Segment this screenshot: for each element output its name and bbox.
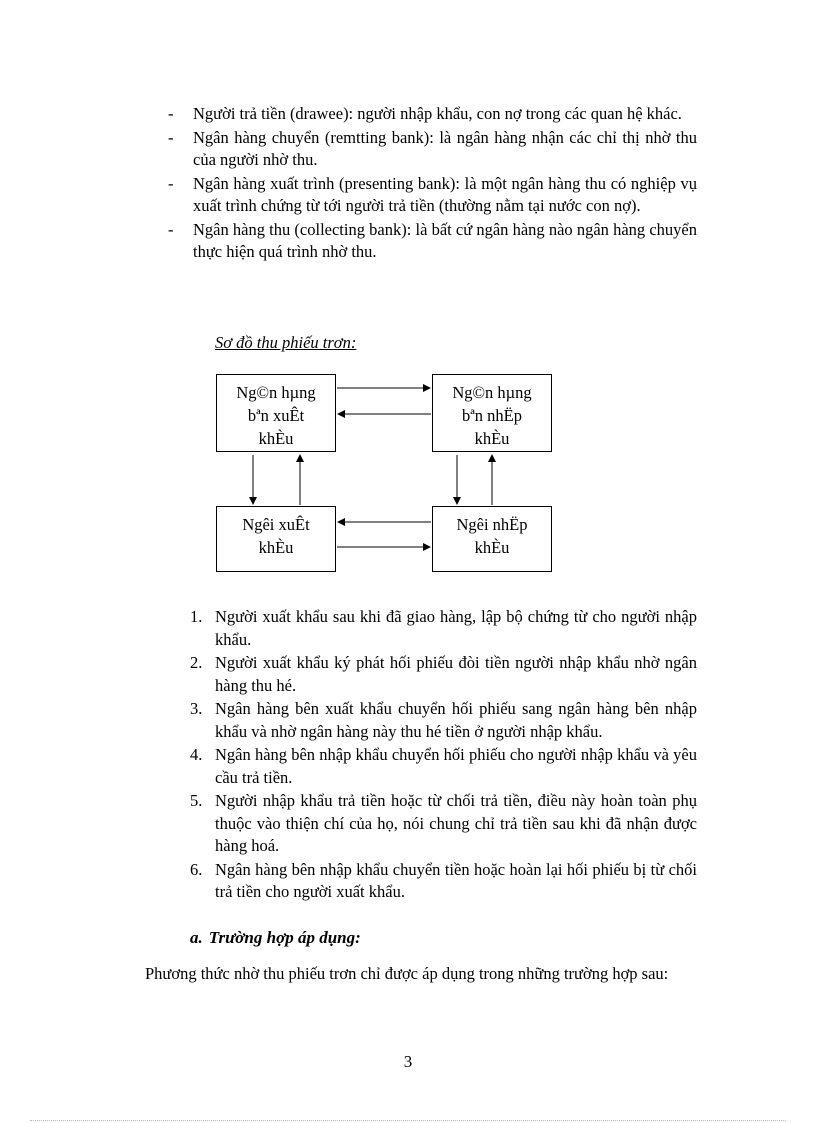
section-heading: [190, 928, 361, 948]
list-item-text: Người xuất khẩu ký phát hối phiếu đòi tiền người nhập khẩu nhờ ngân hàng thu hé.: [215, 653, 697, 695]
list-item-text: Ngân hàng bên nhập khẩu chuyển tiền hoặc hoàn lại hối phiếu bị từ chối trả tiền cho người xuất khẩu.: [215, 859, 697, 901]
list-item-text: Ngân hàng chuyển (remtting bank): là ngân hàng nhận các chỉ thị nhờ thu của người nhờ thu.: [193, 127, 697, 169]
party-definitions-list: [168, 103, 697, 265]
list-item: [190, 744, 697, 789]
exporter-bank-box: [216, 374, 336, 452]
importer-box: [432, 506, 552, 572]
list-item-text: Người xuất khẩu sau khi đã giao hàng, lập bộ chứng từ cho người nhập khẩu.: [215, 607, 697, 649]
box-label-line: Ng©n hµng: [236, 383, 316, 402]
step-number: 1.: [190, 607, 203, 626]
box-label-line: Ngêi nhËp: [456, 515, 528, 534]
step-number: 5.: [190, 791, 203, 810]
list-item-text: Ngân hàng bên xuất khẩu chuyển hối phiếu sang ngân hàng bên nhập khẩu và nhờ ngân hàng này thu hé tiền ở người nhập khẩu.: [215, 699, 697, 741]
list-item-text: Người trả tiền (drawee): người nhập khẩu, con nợ trong các quan hệ khác.: [193, 104, 682, 123]
list-item-text: Ngân hàng xuất trình (presenting bank): là một ngân hàng thu có nghiệp vụ xuất trình chứng từ tới người trả tiền (thường nằm tại nước con nợ).: [193, 173, 697, 215]
step-number: 6.: [190, 859, 203, 879]
diagram-title: Sơ đồ thu phiếu trơn:: [215, 333, 357, 352]
box-label-line: khÈu: [474, 538, 510, 557]
box-label-line: Ngêi xuÊt: [242, 515, 310, 534]
box-label-line: khÈu: [258, 429, 294, 448]
list-item: [190, 698, 697, 743]
section-title: Trường hợp áp dụng:: [208, 928, 361, 947]
bullet-dash: -: [168, 127, 174, 147]
exporter-box: [216, 506, 336, 572]
list-item: [190, 859, 697, 904]
list-item: [168, 103, 697, 126]
bullet-dash: -: [168, 173, 174, 193]
list-item: [168, 127, 697, 172]
box-label-line: Ng©n hµng: [452, 383, 532, 402]
step-number: 3.: [190, 699, 203, 718]
page-number: 3: [403, 1052, 413, 1071]
list-item: [190, 790, 697, 858]
box-label-line: khÈu: [474, 429, 510, 448]
list-item: [168, 219, 697, 264]
process-steps-list: [190, 606, 697, 905]
box-label-line: bªn nhËp: [461, 406, 522, 425]
bullet-dash: -: [168, 219, 174, 239]
bullet-dash: -: [168, 104, 174, 123]
box-label-line: bªn xuÊt: [247, 406, 305, 425]
step-number: 4.: [190, 745, 203, 764]
list-item: [190, 606, 697, 651]
list-item-text: Ngân hàng thu (collecting bank): là bất cứ ngân hàng nào ngân hàng chuyển thực hiện quá trình nhờ thu.: [193, 219, 697, 261]
step-number: 2.: [190, 653, 203, 672]
list-item-text: Người nhập khẩu trả tiền hoặc từ chối trả tiền, điều này hoàn toàn phụ thuộc vào thiện chí của họ, nói chung chỉ trả tiền sau khi đã nhận được hàng hoá.: [215, 791, 697, 855]
section-number: a.: [190, 928, 203, 947]
box-label-line: khÈu: [258, 538, 294, 557]
list-item-text: Ngân hàng bên nhập khẩu chuyển hối phiếu cho người nhập khẩu và yêu cầu trả tiền.: [215, 745, 697, 787]
footer-divider: [30, 1120, 786, 1121]
list-item: [190, 652, 697, 697]
list-item: [168, 173, 697, 218]
body-paragraph: Phương thức nhờ thu phiếu trơn chỉ được áp dụng trong những trường hợp sau:: [145, 964, 669, 983]
importer-bank-box: [432, 374, 552, 452]
